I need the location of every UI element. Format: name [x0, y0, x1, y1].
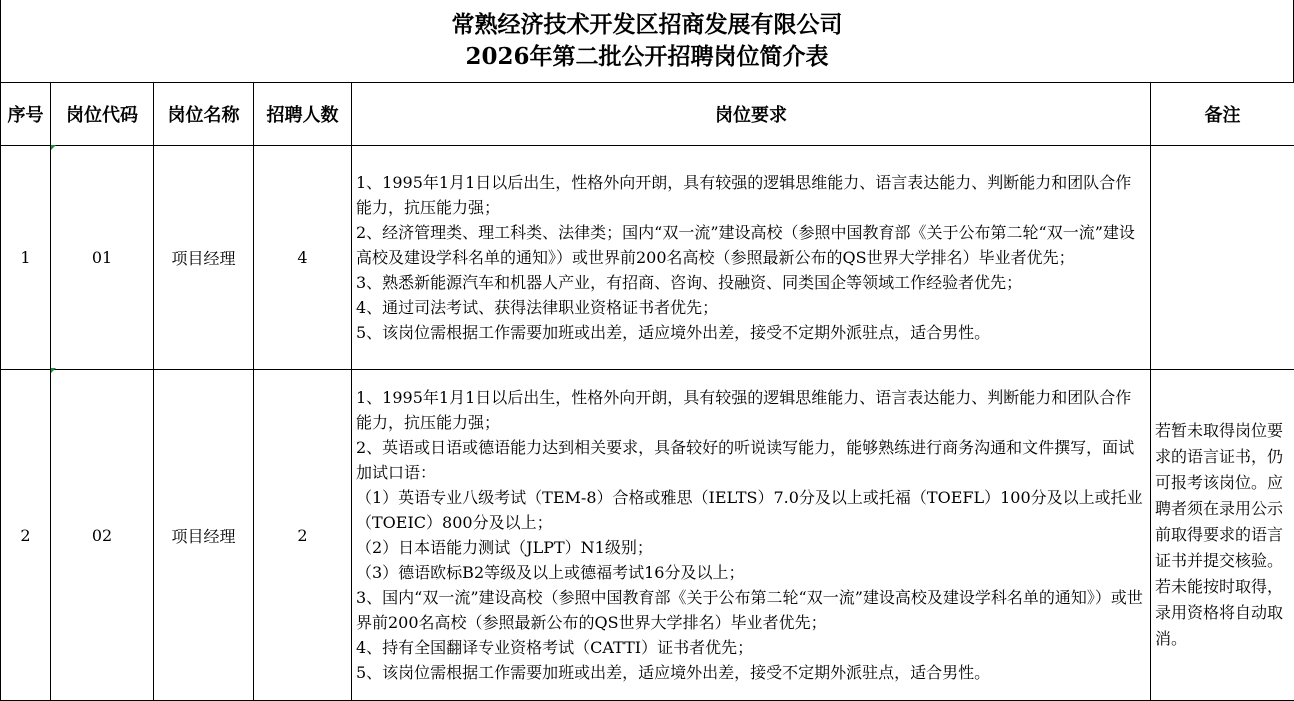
cell-comment-marker-icon — [51, 368, 56, 373]
cell-code[interactable]: 02 — [51, 370, 154, 701]
header-row — [1, 83, 1294, 146]
header-requirements[interactable]: 岗位要求 — [352, 83, 1151, 146]
header-notes[interactable]: 备注 — [1151, 83, 1294, 146]
requirement-line: 1、1995年1月1日以后出生，性格外向开朗，具有较强的逻辑思维能力、语言表达能力、判断能力和团队合作能力，抗压能力强； — [356, 385, 1146, 435]
title-line-1: 常熟经济技术开发区招商发展有限公司 — [452, 9, 843, 41]
header-name[interactable]: 岗位名称 — [154, 83, 254, 146]
cell-index[interactable]: 1 — [1, 146, 51, 370]
requirement-line: （1）英语专业八级考试（TEM-8）合格或雅思（IELTS）7.0分及以上或托福（TOEFL）100分及以上或托业（TOEIC）800分及以上； — [356, 485, 1146, 535]
cell-requirements[interactable] — [352, 146, 1151, 370]
requirement-line: （2）日本语能力测试（JLPT）N1级别； — [356, 535, 1146, 560]
requirement-line: 5、该岗位需根据工作需要加班或出差，适应境外出差，接受不定期外派驻点，适合男性。 — [356, 320, 1146, 345]
cell-count[interactable]: 4 — [254, 146, 352, 370]
document-title — [0, 0, 1294, 82]
requirement-line: 3、国内“双一流”建设高校（参照中国教育部《关于公布第二轮“双一流”建设高校及建设学科名单的通知》）或世界前200名高校（参照最新公布的QS世界大学排名）毕业者优先； — [356, 585, 1146, 635]
requirement-line: 2、经济管理类、理工科类、法律类；国内“双一流”建设高校（参照中国教育部《关于公布第二轮“双一流”建设高校及建设学科名单的通知》）或世界前200名高校（参照最新公布的QS世界大学排名）毕业者优先； — [356, 220, 1146, 270]
requirement-line: 4、通过司法考试、获得法律职业资格证书者优先； — [356, 295, 1146, 320]
header-count[interactable]: 招聘人数 — [254, 83, 352, 146]
positions-table — [0, 82, 1294, 701]
cell-note[interactable] — [1151, 146, 1294, 370]
cell-name[interactable]: 项目经理 — [154, 370, 254, 701]
cell-code[interactable]: 01 — [51, 146, 154, 370]
requirement-line: 5、该岗位需根据工作需要加班或出差，适应境外出差，接受不定期外派驻点，适合男性。 — [356, 660, 1146, 685]
requirement-line: 2、英语或日语或德语能力达到相关要求，具备较好的听说读写能力，能够熟练进行商务沟通和文件撰写，面试加试口语： — [356, 435, 1146, 485]
cell-comment-marker-icon — [51, 145, 56, 150]
requirement-line: （3）德语欧标B2等级及以上或德福考试16分及以上； — [356, 560, 1146, 585]
requirement-line: 4、持有全国翻译专业资格考试（CATTI）证书者优先； — [356, 635, 1146, 660]
title-line-2: 2026年第二批公开招聘岗位简介表 — [465, 41, 828, 73]
header-code[interactable]: 岗位代码 — [51, 83, 154, 146]
header-index[interactable]: 序号 — [1, 83, 51, 146]
table-row — [1, 146, 1294, 370]
cell-note[interactable]: 若暂未取得岗位要求的语言证书，仍可报考该岗位。应聘者须在录用公示前取得要求的语言证书并提交核验。若未能按时取得，录用资格将自动取消。 — [1151, 370, 1294, 701]
table-row — [1, 370, 1294, 701]
cell-requirements[interactable] — [352, 370, 1151, 701]
requirement-line: 3、熟悉新能源汽车和机器人产业，有招商、咨询、投融资、同类国企等领域工作经验者优先； — [356, 270, 1146, 295]
requirement-line: 1、1995年1月1日以后出生，性格外向开朗，具有较强的逻辑思维能力、语言表达能力、判断能力和团队合作能力，抗压能力强； — [356, 170, 1146, 220]
cell-name[interactable]: 项目经理 — [154, 146, 254, 370]
cell-index[interactable]: 2 — [1, 370, 51, 701]
cell-count[interactable]: 2 — [254, 370, 352, 701]
